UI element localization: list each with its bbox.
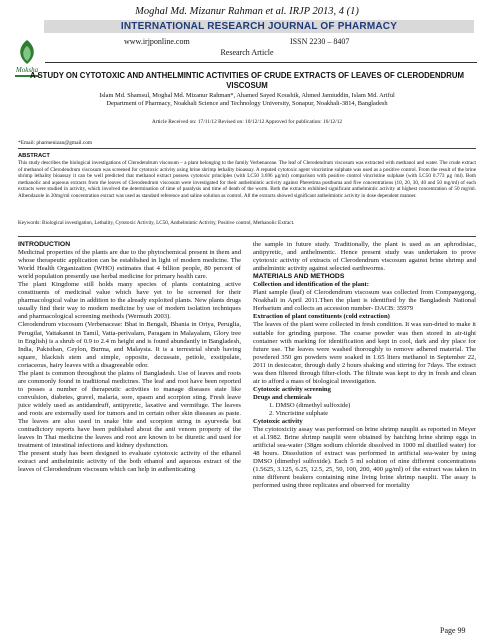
journal-website: www.irjponline.com <box>124 37 190 46</box>
keywords: Keywords: Biological investigation, Lethality, Cytotoxic Activity, LC50, Anthelmintic Activity, Positive control, Methanolic Extract. <box>18 220 295 226</box>
chemical-list-item: 1. DMSO (dimethyl sulfoxide) <box>269 401 351 409</box>
drugs-chemicals-subheading: Drugs and chemicals <box>253 393 312 401</box>
chemical-list-item: 2. Vincristine sulphate <box>269 409 328 417</box>
intro-paragraph-3: Clerodendrum viscosum (Verbenaceae: Bhat in Bengali, Bhania in Oriya, Peruglia, Perugilai, Vattakanni in Tamil, Vatta-perivalam, Paragam in Malayalam, Glory tree in English) is a shrub of 0.9 to 2.4 m height and is found abundantly in Bangladesh, India, Pakisthan, Ceylon, Burma, and Malaysia. It is a terrestrial shrub having square, blackish stem and simple, opposite, decussate, petiole, exstipulate, coriaceous, hairy leaves with a disagreeable odor. <box>18 321 241 369</box>
header-divider <box>45 62 477 63</box>
left-column <box>18 241 241 474</box>
article-dates: Article Received on: 17/11/12 Revised on: 10/12/12 Approved for publication: 16/12/12 <box>151 119 343 125</box>
running-header: Moghal Md. Mizanur Rahman et al. IRJP 2013, 4 (1) <box>135 6 359 17</box>
right-column <box>253 241 476 490</box>
abstract-heading: ABSTRACT <box>18 153 50 159</box>
journal-name-banner: INTERNATIONAL RESEARCH JOURNAL OF PHARMACY <box>44 20 474 33</box>
introduction-heading: INTRODUCTION <box>18 241 71 248</box>
intro-paragraph-1: Medicinal properties of the plants are due to the phytochemical present in them and whose therapeutic application can be established in light of modern medicine. The World Health Organization (WHO) estimates that 4 billion people, 80 percent of world population presently use herbal medicine for primary health care. <box>18 249 241 281</box>
affiliation: Department of Pharmacy, Noakhali Science and Technology University, Sonapur, Noakhali-3814, Bangladesh <box>106 100 388 108</box>
logo-text: Moksha <box>15 66 39 74</box>
cytotoxic-paragraph: The cytotoxicity assay was performed on brine shrimp nauplii as reported in Meyer et al.1982. Brine shrimp nauplii were obtained by hatching brine shrimp eggs in artificial sea-water (38gm sodium chloride dissolved in 1000 ml distilled water) for 48 hours. Dissolution of extract was performed in artificial sea-water by using DMSO (dimethyl sulfoxide). Each 5 ml solution of nine different concentrations (1.5625, 3.125, 6.25, 12.5, 25, 50, 100, 200, 400 µg/ml) of the extract was taken in nine different beakers containing nine living brine shrimp nauplii. The assay is performed using three replicates and observed for mortality <box>253 426 476 490</box>
journal-issn: ISSN 2230 – 8407 <box>290 37 350 46</box>
author-block <box>18 92 476 109</box>
extraction-paragraph: The leaves of the plant were collected in fresh condition. It was sun-dried to make it suitable for grinding purpose. The coarse powder was then stored in air-tight container with marking for identification and kept in cool, dark and dry place for future use. The leaves were washed thoroughly to remove adhered material. The powdered 350 gm powders were soaked in 1.65 liters methanol in September 22, 2011 in desiccator, through daily 2 hours shaking and stirring for 7days. The extract was then filtered through filter-cloth. The filtrate was kept to dry in fresh and clean air to afford a mass of biological investigation. <box>253 321 476 385</box>
intro-paragraph-6: the sample in future study. Traditionally, the plant is used as an aphrodisiac, antipyretic, and anthelmentic. Hence present study was undertaken to prove cytotoxic activity of extracts of Clerodendrum viscosum against brine shrimp and anthelmintic activity against selected earthworms. <box>253 241 476 273</box>
materials-methods-heading: MATERIALS AND METHODS <box>253 273 345 281</box>
cytotoxic-activity-subheading: Cytotoxic activity <box>253 418 303 426</box>
author-list: Islam Md. Shamsul, Moghal Md. Mizanur Rahman*, Ahamed Sayed Koushik, Ahmed Jamiuddin, Islam Md. Ariful <box>99 92 395 99</box>
intro-paragraph-2: The plant Kingdome still holds many species of plants containing active constituents of medicinal value which have yet to be screened for their pharmacological value in addition to the already exploited plants. New plants drugs usually find their way to modern medicine by use of modern isolation techniques and pharmacological screening methods (Wermuth 2003). <box>18 281 241 321</box>
article-type: Research Article <box>220 48 274 57</box>
intro-paragraph-4: The plant is common throughout the plains of Bangladesh. Use of leaves and roots are commonly found in traditional medicines. The leaf and root have been reported to posses a number of therapeutic activities to manage diseases state like convulsion, diabetes, gravel, malaria, sore, spasm and scorpion sting. Fresh leave juice widely used as antidandruff, antipyretic, laxative and vermifuge. The leaves and roots are externally used for tumors and in certain other skin diseases as paste. The leaves are also used in snake bite and scorpion string in ayurveda but contradictory reports have been published about the anti venom property of the leaves In Thai medicine the leaves and root are known to be diuretic and used for treatment of intestinal infections and kidney dysfunction. <box>18 369 241 450</box>
intro-paragraph-5: The present study has been designed to evaluate cytotoxic activity of the ethanol extract and anthelmintic activity of the both ethanol and aqueous extract of the leaves of Clerodendrum viscosum which can help in authenticating <box>18 450 241 474</box>
corresponding-email: *Email: pharmenizan@gmail.com <box>18 140 93 146</box>
page-number: Page 99 <box>440 626 466 635</box>
collection-subheading: Collection and identification of the plant: <box>253 281 369 289</box>
abstract-text: This study describes the biological investigations of Clerodendrum viscosum – a plant belonging to the family Verbenaceae. The leaf of Clerodendrum viscosum was extracted with methanol and water. The crude extract of methanol of Clerodendrum viscosum was screened for cytotoxic activity using brine shrimp lethality bioassay. A reputed cytotoxic agent vincristine sulphate was used as a positive control. From the result of the brine shrimp lethality bioassay it can be well predicted that methanol extract possess cytotoxic principles (with LC50 3.696 µg/ml) comparison with positive control vincristine sulphate (with LC50 0.773 µg /ml). Both methanolic and aqueous extracts from the leaves of Clerodendrum viscosum were investigated for their anthelmintic activity against Pheretima posthuma and five concentrations (10, 20, 30, 40 and 50 mg/ml) of each extracts were studied in activity, which involved the determination of time of paralysis and time of death of the worm. Both the extracts exhibited significant anthelmintic activity at highest concentration of 50 mg/ml. Albendazole in 20mg/ml concentration extract was used as standard reference and saline solution as control. All the extracts showed significant anthelmintic activity in dose dependent manner. <box>18 160 476 199</box>
abstract-top-divider <box>18 148 476 149</box>
extraction-subheading: Extraction of plant constituents (cold extraction) <box>253 313 390 321</box>
article-title: A STUDY ON CYTOTOXIC AND ANTHELMINTIC ACTIVITIES OF CRUDE EXTRACTS OF LEAVES OF CLERODENDRUM VISCOSUM <box>29 71 465 90</box>
abstract-bottom-divider <box>18 236 476 237</box>
cytotoxic-screening-subheading: Cytotoxic activity screening <box>253 385 331 393</box>
collection-paragraph: Plant sample (leaf) of Clerodendrum viscosum was collected from Companygong, Noakhali in April 2011.Then the plant is identified by the Bangladesh National Herbarium and collects an accession number- DACB: 35979 <box>253 289 476 313</box>
